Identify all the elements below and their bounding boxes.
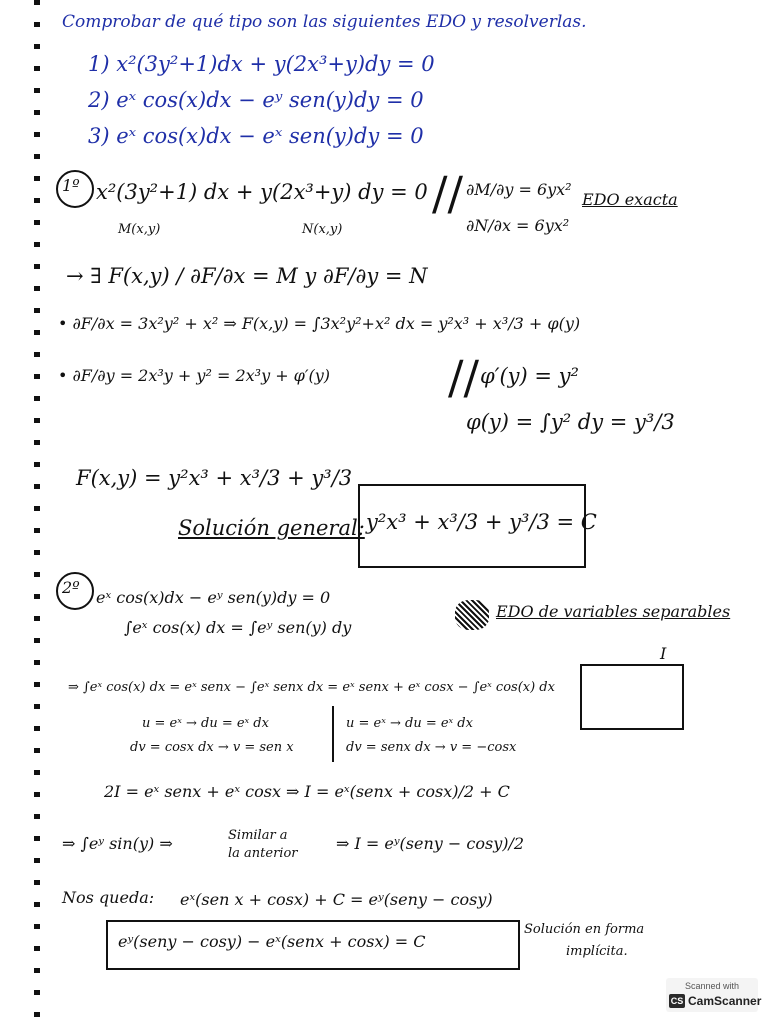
problem-1-number: 1º — [62, 176, 80, 195]
partial-n: ∂N/∂x = 6yx² — [466, 216, 570, 235]
camscanner-brand: CamScanner — [688, 994, 762, 1008]
existence-statement: → ∃ F(x,y) / ∂F/∂x = M y ∂F/∂y = N — [66, 264, 428, 288]
instruction-text: Comprobar de qué tipo son las siguientes EDO y resolverlas. — [62, 12, 587, 32]
step-2: • ∂F/∂y = 2x³y + y² = 2x³y + φ′(y) — [58, 366, 331, 385]
nos-queda-label: Nos queda: — [62, 888, 155, 907]
notebook-spiral-holes — [34, 0, 40, 1024]
n-label: N(x,y) — [302, 222, 343, 237]
problem-2-number: 2º — [62, 578, 80, 597]
integral-i-box — [580, 664, 684, 730]
m-label: M(x,y) — [118, 222, 161, 237]
similar-prefix: ⇒ ∫eʸ sin(y) ⇒ — [62, 834, 173, 853]
substitution-1a: u = eˣ → du = eˣ dx — [142, 716, 269, 731]
substitution-2b: dv = senx dx → v = −cosx — [346, 740, 517, 755]
camscanner-logo-icon: CS — [670, 996, 684, 1006]
problem-1-equation: x²(3y²+1) dx + y(2x³+y) dy = 0 — [96, 180, 428, 204]
camscanner-watermark — [666, 978, 762, 1012]
implicit-note-2: implícita. — [566, 944, 628, 959]
integral-label-i: I — [660, 644, 667, 663]
scribble-mark — [455, 600, 489, 630]
edo-type-separables: EDO de variables separables — [496, 602, 731, 621]
similar-note-1: Similar a — [228, 828, 288, 843]
double-slash-divider-2: // — [448, 350, 479, 404]
phi: φ(y) = ∫y² dy = y³/3 — [466, 410, 675, 434]
partial-m: ∂M/∂y = 6yx² — [466, 180, 572, 199]
edo-type-exacta: EDO exacta — [582, 190, 678, 209]
two-i-result: 2I = eˣ senx + eˣ cosx ⇒ I = eˣ(senx + cosx)/2 + C — [104, 782, 510, 801]
double-slash-divider: // — [432, 166, 463, 220]
equation-3: 3) eˣ cos(x)dx − eˣ sen(y)dy = 0 — [88, 124, 424, 148]
equation-1: 1) x²(3y²+1)dx + y(2x³+y)dy = 0 — [88, 52, 435, 76]
problem-2-equation: eˣ cos(x)dx − eʸ sen(y)dy = 0 — [96, 588, 331, 607]
general-solution-label: Solución general: — [178, 516, 365, 540]
final-solution: eʸ(seny − cosy) − eˣ(senx + cosx) = C — [118, 932, 426, 951]
step-1: • ∂F/∂x = 3x²y² + x² ⇒ F(x,y) = ∫3x²y²+x² dx = y²x³ + x³/3 + φ(y) — [58, 314, 581, 333]
nos-queda-equation: eˣ(sen x + cosx) + C = eʸ(seny − cosy) — [180, 890, 493, 909]
implicit-note-1: Solución en forma — [524, 922, 645, 937]
phi-prime: φ′(y) = y² — [480, 364, 579, 388]
integration-by-parts: ⇒ ∫eˣ cos(x) dx = eˣ senx − ∫eˣ senx dx = eˣ senx + eˣ cosx − ∫eˣ cos(x) dx — [68, 680, 555, 695]
equation-2: 2) eˣ cos(x)dx − eʸ sen(y)dy = 0 — [88, 88, 424, 112]
general-solution: y²x³ + x³/3 + y³/3 = C — [366, 510, 597, 534]
similar-note-2: la anterior — [228, 846, 298, 861]
substitution-1b: dv = cosx dx → v = sen x — [130, 740, 294, 755]
f-function: F(x,y) = y²x³ + x³/3 + y³/3 — [76, 466, 353, 490]
problem-2-integrals: ∫eˣ cos(x) dx = ∫eʸ sen(y) dy — [124, 618, 352, 637]
substitution-divider — [332, 706, 334, 762]
substitution-2a: u = eˣ → du = eˣ dx — [346, 716, 473, 731]
similar-result: ⇒ I = eʸ(seny − cosy)/2 — [336, 834, 525, 853]
scanned-with-text: Scanned with — [684, 981, 740, 991]
